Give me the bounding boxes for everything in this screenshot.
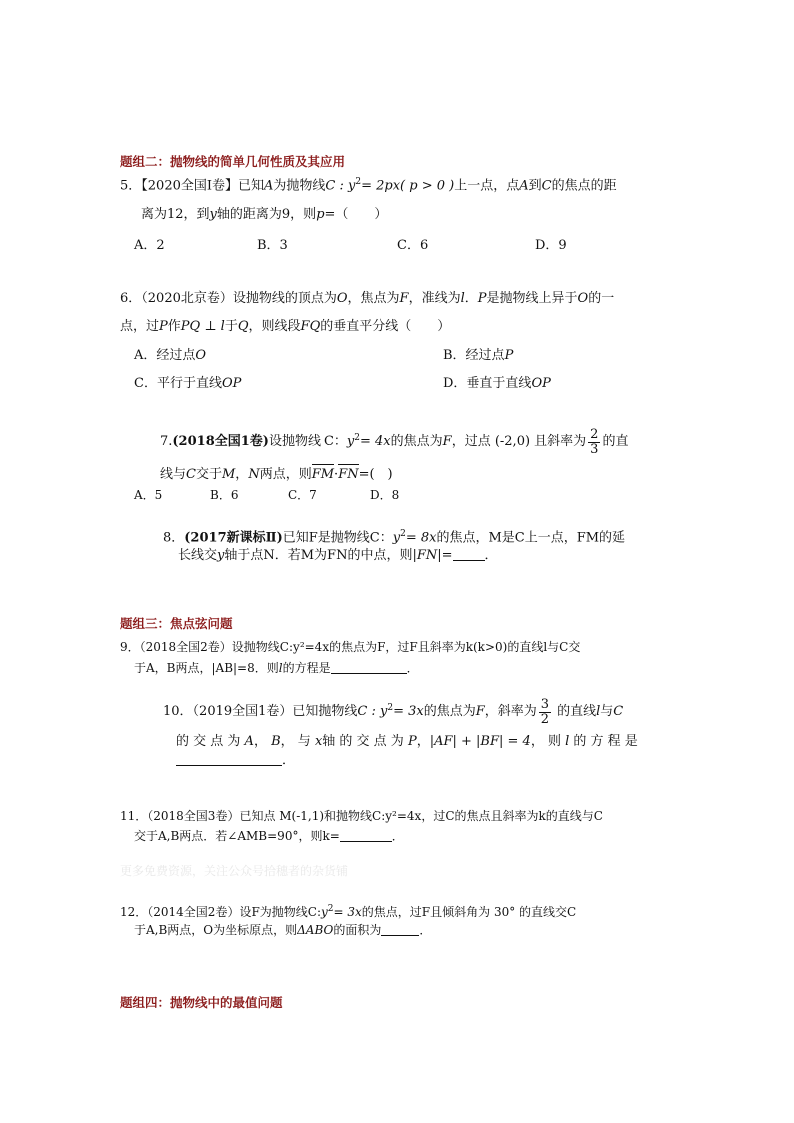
answer-blank	[453, 560, 485, 561]
question-8-line-2: 长线交y轴于点N．若M为FN的中点，则|FN|= ．	[178, 548, 498, 563]
question-7-line-2: 线与C交于M，N两点，则FM·FN=( )	[160, 467, 393, 482]
question-12-line-1: 12．（2014全国2卷）设F为抛物线$C:y^2= 3x$的焦点，过F且倾斜角为 30° 的直线交C	[120, 904, 577, 919]
section-heading-2: 题组二：抛物线的简单几何性质及其应用	[120, 154, 346, 169]
answer-blank	[331, 673, 407, 674]
section-heading-4: 题组四：抛物线中的最值问题	[120, 995, 283, 1010]
question-7-option-d: D．8	[370, 488, 400, 502]
question-6-option-c: C．平行于直线OP	[134, 376, 242, 391]
question-6-option-a: A．经过点O	[134, 348, 207, 363]
question-9-line-1: 9．（2018全国2卷）设抛物线C:y²=4x的焦点为F，过F且斜率为k(k>0)的直线l与C交	[120, 640, 581, 654]
question-9-line-2: 于A，B两点，|AB|=8．则l的方程是 ．	[134, 661, 419, 675]
question-5-option-b: B．3	[257, 238, 288, 253]
question-7-option-c: C．7	[288, 488, 317, 502]
fraction-two-thirds: $\frac{2}{3}$	[590, 426, 599, 457]
answer-blank	[176, 765, 282, 766]
question-5-option-d: D．9	[535, 238, 567, 253]
question-7-option-a: A．5	[134, 488, 163, 502]
fraction-three-halves: $\frac{3}{2}$	[540, 696, 550, 727]
question-5-option-c: C．6	[397, 238, 429, 253]
question-10-line-3: ．	[176, 752, 295, 770]
question-11-line-1: 11．（2018全国3卷）已知点 M(-1,1)和抛物线C:y²=4x，过C的焦点且斜率为k的直线与C	[120, 809, 603, 823]
question-10-line-2: 的 交 点 为 A， B， 与 x轴 的 交 点 为 P，|AF| + |BF| = 4， 则 l 的 方 程 是	[176, 734, 638, 749]
question-6-line-2: 点，过P作PQ ⊥ l于Q，则线段FQ的垂直平分线（ ）	[120, 319, 451, 334]
question-5-line-1: 5．【2020全国Ⅰ卷】已知A为抛物线C : $y^2= 2px$( p > 0 )上一点，点A到C的焦点的距	[120, 177, 617, 194]
question-6-option-d: D．垂直于直线OP	[443, 376, 551, 391]
section-heading-3: 题组三：焦点弦问题	[120, 616, 233, 631]
question-12-line-2: 于A,B两点，O为坐标原点，则ΔABO的面积为 ．	[134, 923, 432, 937]
vector-fm: FM	[311, 467, 335, 482]
question-6-line-1: 6．（2020北京卷）设抛物线的顶点为O，焦点为F，准线为l．P是抛物线上异于O的一	[120, 291, 615, 306]
question-7-option-b: B．6	[210, 488, 239, 502]
watermark-text: 更多免费资源，关注公众号拾穗者的杂货铺	[120, 864, 349, 878]
question-6-option-b: B．经过点P	[443, 348, 514, 363]
answer-blank	[381, 935, 419, 936]
question-8-line-1: 8．(2017新课标Ⅱ)已知F是抛物线C：$y^2= 8x$的焦点，M是C上一点，FM的延	[163, 529, 626, 546]
question-7-line-1: 7. (2018全国1卷) 设抛物线 C： y $^2$ = 4x 的焦点为 F ，过点 (-2,0) 且斜率为 $\frac{2}{3}$ 的直	[160, 426, 629, 457]
question-5-option-a: A．2	[134, 238, 165, 253]
vector-fn: FN	[338, 467, 359, 482]
answer-blank	[340, 841, 392, 842]
question-11-line-2: 交于A,B两点．若∠AMB=90°，则k= ．	[134, 829, 404, 843]
question-10-line-1: 10．（2019全国1卷）已知抛物线 C : y $^2$ = 3x 的焦点为 F ，斜率为 $\frac{3}{2}$ 的直线 l 与 C	[163, 696, 624, 727]
question-5-line-2: 离为12，到y轴的距离为9，则p=（ ）	[141, 207, 388, 222]
